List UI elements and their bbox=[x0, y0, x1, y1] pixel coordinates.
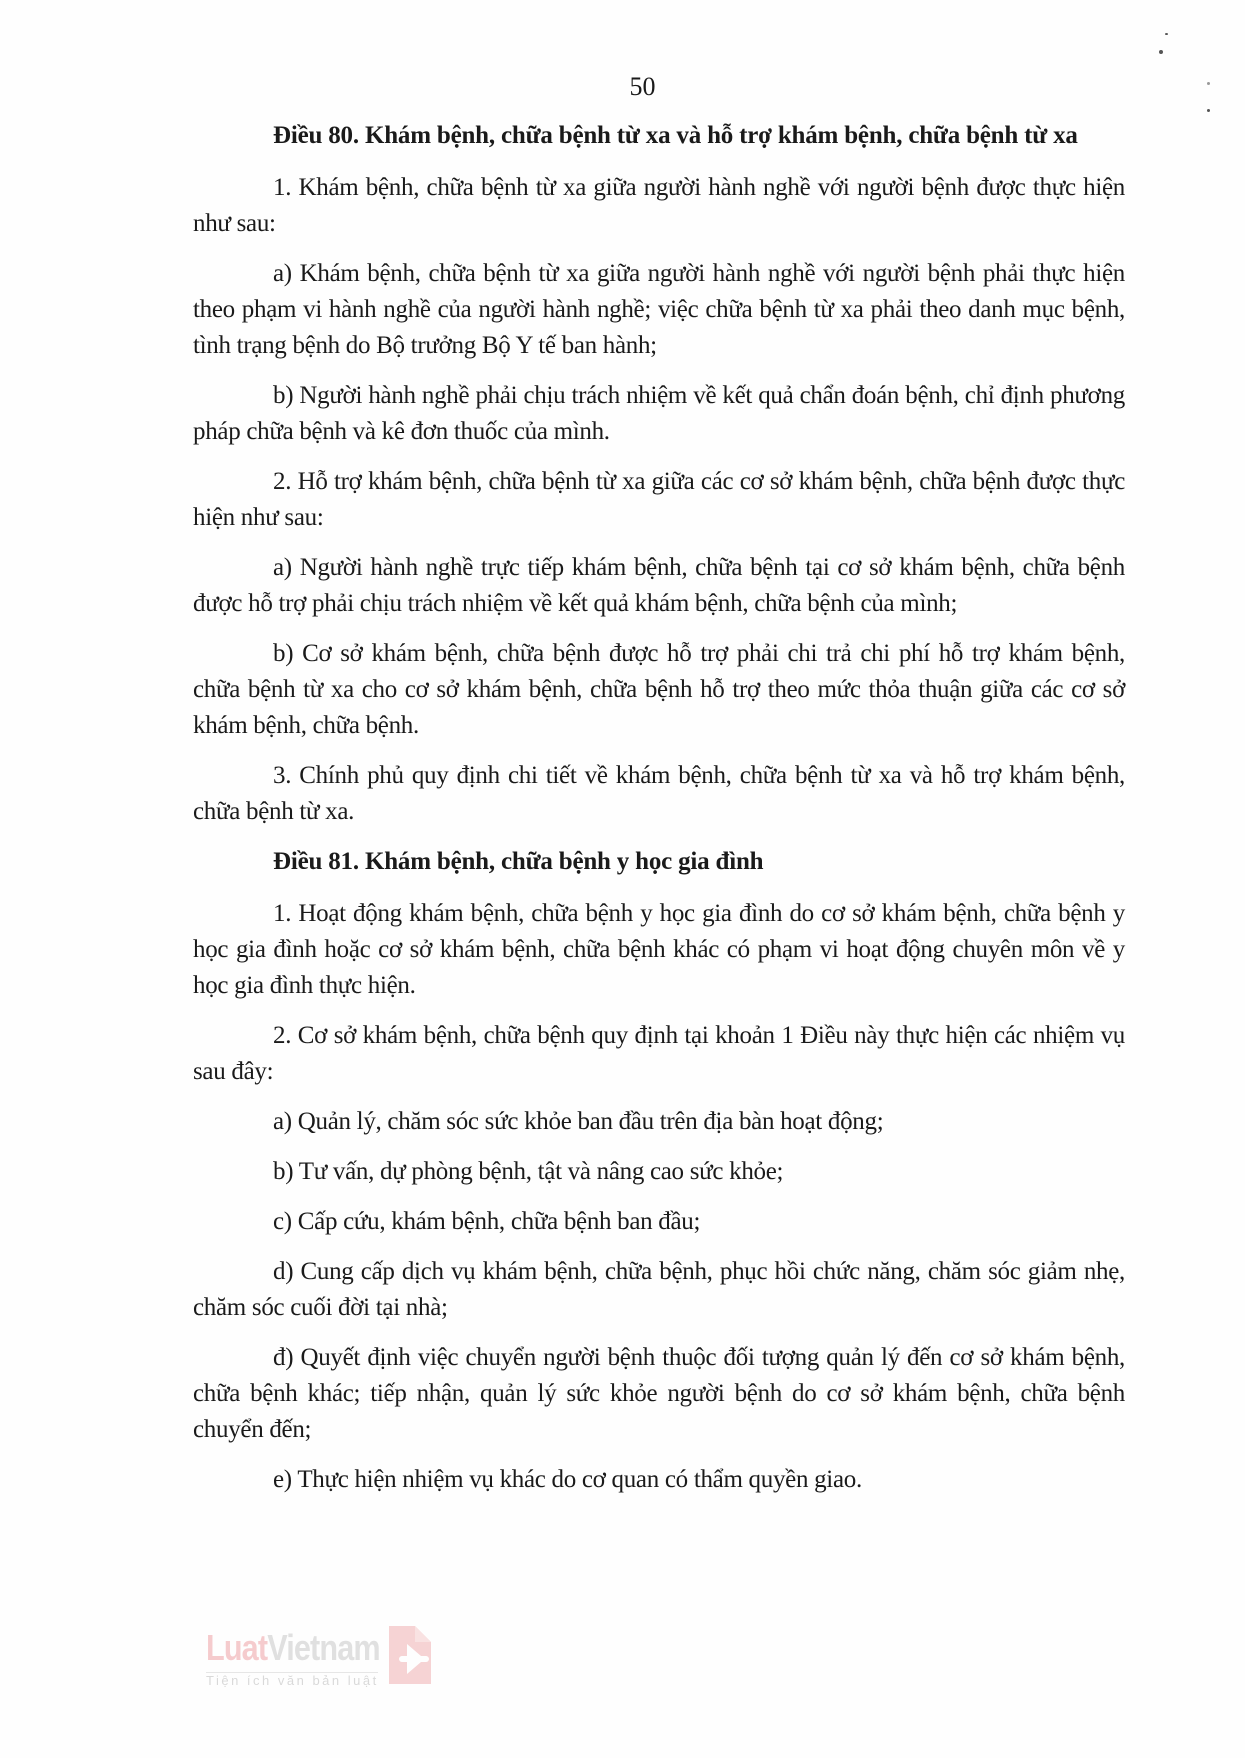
paragraph: a) Quản lý, chăm sóc sức khỏe ban đầu trên địa bàn hoạt động; bbox=[273, 1108, 884, 1135]
document-body bbox=[193, 118, 1125, 1512]
paragraph: đ) Quyết định việc chuyển người bệnh thuộc đối tượng quản lý đến cơ sở khám bệnh, chữa bệnh khác; tiếp nhận, quản lý sức khỏe người bệnh do cơ sở khám bệnh, chữa bệnh chuyển đến; bbox=[193, 1344, 1125, 1443]
luatvietnam-watermark bbox=[200, 1620, 460, 1700]
paragraph: 3. Chính phủ quy định chi tiết về khám bệnh, chữa bệnh từ xa và hỗ trợ khám bệnh, chữa bệnh từ xa. bbox=[193, 762, 1125, 825]
article-title: Điều 80. Khám bệnh, chữa bệnh từ xa và hỗ trợ khám bệnh, chữa bệnh từ xa bbox=[273, 122, 1078, 149]
scan-speck bbox=[1159, 50, 1163, 54]
watermark-brand-luat: Luat bbox=[206, 1627, 268, 1668]
paragraph: 1. Khám bệnh, chữa bệnh từ xa giữa người hành nghề với người bệnh được thực hiện như sau: bbox=[193, 174, 1125, 237]
paragraph: e) Thực hiện nhiệm vụ khác do cơ quan có thẩm quyền giao. bbox=[273, 1466, 862, 1493]
paragraph: b) Tư vấn, dự phòng bệnh, tật và nâng cao sức khỏe; bbox=[273, 1158, 784, 1185]
article-80 bbox=[193, 118, 1125, 830]
paragraph: a) Người hành nghề trực tiếp khám bệnh, chữa bệnh tại cơ sở khám bệnh, chữa bệnh được hỗ trợ phải chịu trách nhiệm về kết quả khám bệnh, chữa bệnh của mình; bbox=[193, 554, 1125, 617]
watermark-tagline: Tiện ích văn bản luật bbox=[206, 1673, 379, 1688]
paragraph: 2. Cơ sở khám bệnh, chữa bệnh quy định tại khoản 1 Điều này thực hiện các nhiệm vụ sau đây: bbox=[193, 1022, 1125, 1085]
watermark-brand bbox=[206, 1628, 380, 1668]
paragraph: c) Cấp cứu, khám bệnh, chữa bệnh ban đầu; bbox=[273, 1208, 701, 1235]
page-number: 50 bbox=[629, 72, 656, 101]
article-81 bbox=[193, 844, 1125, 1498]
paragraph: a) Khám bệnh, chữa bệnh từ xa giữa người hành nghề với người bệnh phải thực hiện theo phạm vi hành nghề của người hành nghề; việc chữa bệnh từ xa phải theo danh mục bệnh, tình trạng bệnh do Bộ trưởng Bộ Y tế ban hành; bbox=[193, 260, 1125, 359]
arrow-exit-icon bbox=[385, 1622, 435, 1688]
scan-speck bbox=[1207, 109, 1210, 112]
scan-speck bbox=[1165, 33, 1168, 35]
paragraph: 2. Hỗ trợ khám bệnh, chữa bệnh từ xa giữa các cơ sở khám bệnh, chữa bệnh được thực hiện như sau: bbox=[193, 468, 1125, 531]
paragraph: b) Người hành nghề phải chịu trách nhiệm về kết quả chẩn đoán bệnh, chỉ định phương pháp chữa bệnh và kê đơn thuốc của mình. bbox=[193, 382, 1125, 445]
watermark-brand-vietnam: Vietnam bbox=[267, 1627, 380, 1668]
paragraph: 1. Hoạt động khám bệnh, chữa bệnh y học gia đình do cơ sở khám bệnh, chữa bệnh y học gia đình hoặc cơ sở khám bệnh, chữa bệnh khác có phạm vi hoạt động chuyên môn về y học gia đình thực hiện. bbox=[193, 900, 1125, 999]
article-title: Điều 81. Khám bệnh, chữa bệnh y học gia đình bbox=[273, 848, 764, 875]
paragraph: d) Cung cấp dịch vụ khám bệnh, chữa bệnh, phục hồi chức năng, chăm sóc giảm nhẹ, chăm sóc cuối đời tại nhà; bbox=[193, 1258, 1125, 1321]
paragraph: b) Cơ sở khám bệnh, chữa bệnh được hỗ trợ phải chi trả chi phí hỗ trợ khám bệnh, chữa bệnh từ xa cho cơ sở khám bệnh, chữa bệnh hỗ trợ theo mức thỏa thuận giữa các cơ sở khám bệnh, chữa bệnh. bbox=[193, 640, 1125, 739]
